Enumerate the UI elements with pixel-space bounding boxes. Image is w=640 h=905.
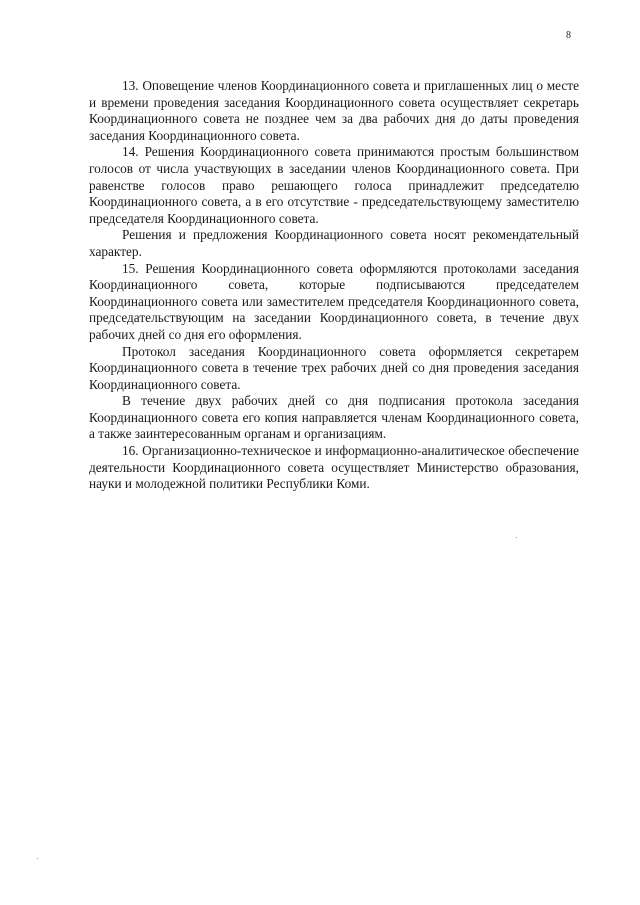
- paragraph-recommendations: Решения и предложения Координационного совета носят рекомендательный характер.: [89, 227, 579, 259]
- page-number: 8: [566, 30, 571, 41]
- paragraph-14: 14. Решения Координационного совета принимаются простым большинством голосов от числа участвующих в заседании членов Координационного совета. При равенстве голосов право решающего голоса принадлежит председателю Координационного совета, а в его отсутствие - председательствующему заместителю председателя Координационного совета.: [89, 144, 579, 226]
- paragraph-16: 16. Организационно-техническое и информационно-аналитическое обеспечение деятельности Координационного совета осуществляет Министерство образования, науки и молодежной политики Республики Коми.: [89, 443, 579, 492]
- paragraph-15: 15. Решения Координационного совета оформляются протоколами заседания Координационного совета, которые подписываются председателем Координационного совета или заместителем председателя Координационного совета, председательствующим на заседании Координационного совета, в течение двух рабочих дней со дня его оформления.: [89, 260, 579, 342]
- paragraph-copy-distribution: В течение двух рабочих дней со дня подписания протокола заседания Координационного совета его копия направляется членам Координационного совета, а также заинтересованным органам и организациям.: [89, 393, 579, 442]
- document-body: [89, 78, 579, 493]
- scan-speck: [516, 537, 517, 538]
- scan-speck: [37, 858, 38, 859]
- paragraph-13: 13. Оповещение членов Координационного совета и приглашенных лиц о месте и времени проведения заседания Координационного совета осуществляет секретарь Координационного совета не позднее чем за два рабочих дня до даты проведения заседания Координационного совета.: [89, 78, 579, 143]
- paragraph-protocol: Протокол заседания Координационного совета оформляется секретарем Координационного совета в течение трех рабочих дней со дня проведения заседания Координационного совета.: [89, 343, 579, 392]
